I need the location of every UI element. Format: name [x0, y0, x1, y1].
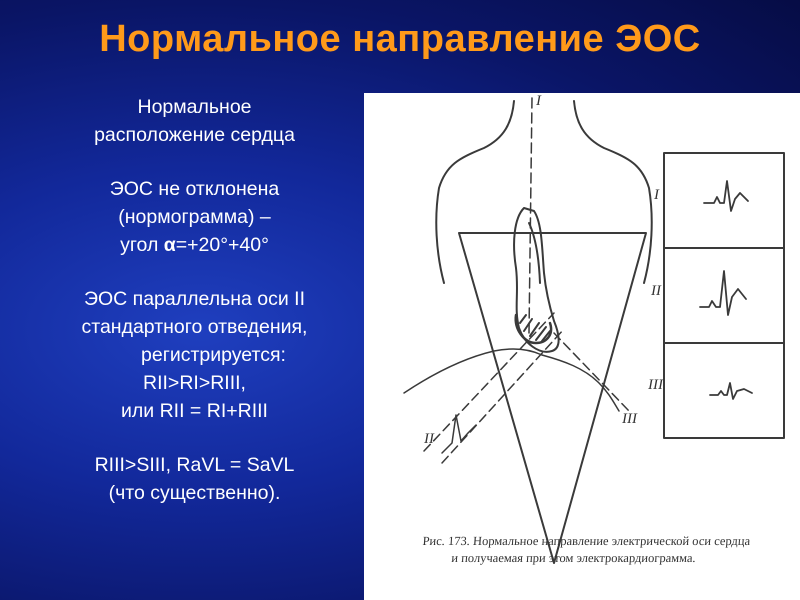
- ecg-trace-i: [704, 181, 748, 211]
- ventricle: [516, 315, 551, 343]
- torso-left: [436, 101, 514, 283]
- figure-caption: [421, 533, 793, 567]
- lead-label: II: [651, 283, 661, 299]
- text-line: стандартного отведения,: [81, 316, 308, 338]
- text-line: ЭОС параллельна оси II: [83, 288, 306, 310]
- text-line: (что существенно).: [108, 482, 281, 504]
- lead-label: I: [654, 187, 659, 203]
- text-line: регистрируется:: [141, 344, 286, 366]
- text-line: ЭОС не отклонена: [109, 178, 280, 200]
- slide-title: Нормальное направление ЭОС: [99, 18, 701, 60]
- lead-box-ii: [664, 248, 784, 343]
- text-line: или RII = RI+RIII: [121, 400, 268, 422]
- axis-iii-line: [554, 333, 629, 411]
- angle-prefix: угол: [120, 234, 164, 256]
- axis-vertical: [529, 98, 532, 333]
- lead-label: III: [648, 377, 663, 393]
- text-line: (нормограмма) –: [118, 206, 271, 228]
- alpha-symbol: α: [163, 234, 176, 256]
- text-block: [22, 93, 367, 507]
- text-line: RII>RI>RIII,: [143, 372, 246, 394]
- caption-line: Рис. 173. Нормальное направление электрической оси сердца: [422, 534, 751, 548]
- ecg-trace-iii: [710, 383, 752, 399]
- axis-label-iii: III: [622, 411, 637, 427]
- axis-ecg-trace: [442, 415, 476, 453]
- angle-value: =+20°+40°: [175, 234, 269, 256]
- text-line-angle: [22, 231, 367, 259]
- text-line: расположение сердца: [94, 124, 295, 146]
- heart-axis-drawing: [364, 93, 800, 600]
- axis-label-ii: II: [424, 431, 434, 447]
- ecg-trace-ii: [700, 271, 746, 315]
- lead-box-iii: [664, 343, 784, 438]
- wire-left: [404, 349, 542, 393]
- einthoven-triangle: [459, 233, 646, 563]
- ecg-figure: [364, 93, 800, 600]
- text-line: RIII>SIII, RaVL = SaVL: [94, 454, 295, 476]
- wire-right: [542, 355, 619, 411]
- caption-line: и получаемая при этом электрокардиограмма.: [450, 551, 697, 565]
- text-line: Нормальное: [137, 96, 252, 118]
- axis-label-i: I: [536, 93, 541, 109]
